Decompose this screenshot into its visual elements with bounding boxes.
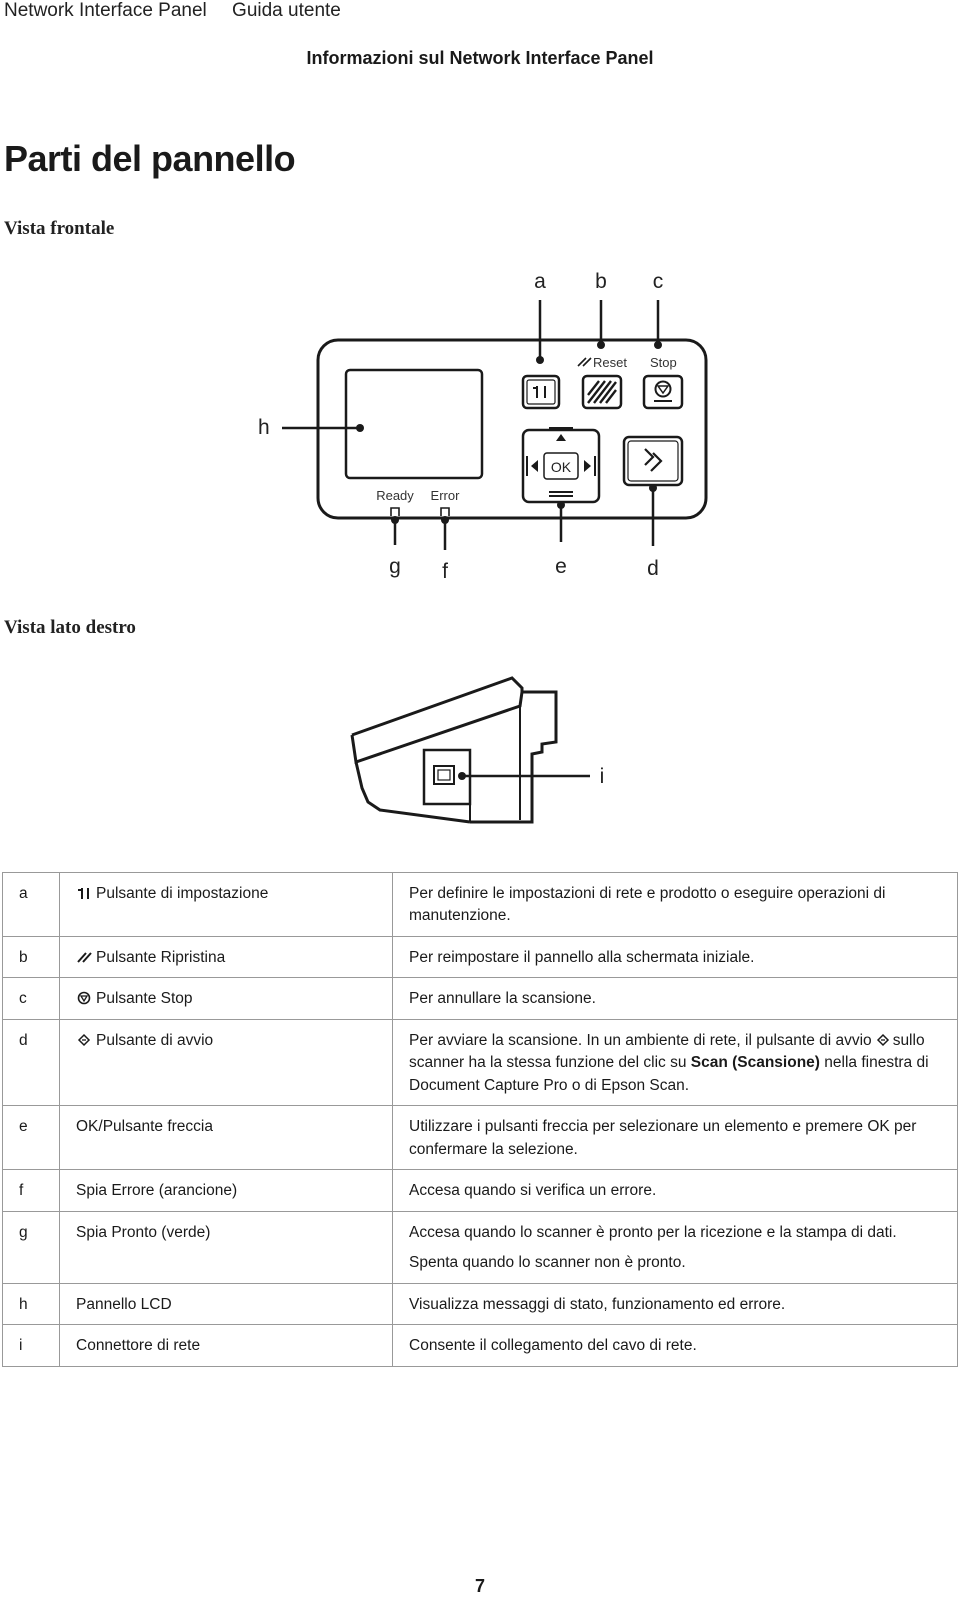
row-letter: f — [3, 1170, 60, 1211]
ready-label: Ready — [376, 488, 414, 503]
reset-icon — [76, 950, 92, 964]
stop-icon — [76, 991, 92, 1005]
running-header — [4, 0, 361, 22]
callout-a: a — [534, 270, 546, 293]
side-view-heading: Vista lato destro — [4, 617, 136, 638]
side-view-diagram — [0, 670, 960, 845]
part-desc: Utilizzare i pulsanti freccia per selezionare un elemento e premere OK per confermare la selezione. — [409, 1118, 917, 1158]
network-port — [434, 766, 454, 784]
table-row — [3, 873, 958, 937]
reset-label: Reset — [593, 355, 627, 370]
start-button — [624, 437, 682, 485]
row-letter: g — [3, 1211, 60, 1283]
guide-name: Guida utente — [232, 0, 341, 21]
table-row — [3, 978, 958, 1019]
table-row — [3, 1170, 958, 1211]
table-row — [3, 1325, 958, 1366]
product-name: Network Interface Panel — [4, 0, 207, 21]
start-icon — [875, 1033, 891, 1047]
table-row — [3, 1019, 958, 1105]
part-name: Connettore di rete — [76, 1337, 201, 1355]
error-label: Error — [430, 488, 460, 503]
callout-f: f — [442, 560, 448, 583]
part-desc: Accesa quando si verifica un errore. — [409, 1182, 657, 1200]
callout-e: e — [555, 555, 567, 578]
part-name: Pulsante Stop — [96, 990, 193, 1008]
callout-d: d — [647, 557, 659, 580]
settings-icon — [76, 886, 92, 900]
part-name: OK/Pulsante freccia — [76, 1118, 213, 1136]
callout-c: c — [652, 270, 664, 293]
row-letter: i — [3, 1325, 60, 1366]
front-panel-diagram — [0, 260, 960, 590]
row-letter: c — [3, 978, 60, 1019]
part-name: Pannello LCD — [76, 1295, 172, 1313]
callout-h: h — [258, 416, 270, 439]
row-letter: d — [3, 1019, 60, 1105]
row-letter: a — [3, 873, 60, 937]
scan-menu-label: Scan (Scansione) — [690, 1054, 820, 1072]
lcd-screen — [346, 370, 482, 478]
row-letter: e — [3, 1106, 60, 1170]
ok-label: OK — [550, 459, 572, 475]
part-name: Spia Errore (arancione) — [76, 1182, 238, 1200]
row-letter: b — [3, 936, 60, 977]
part-desc: Accesa quando lo scanner è pronto per la ricezione e la stampa di dati. — [409, 1223, 897, 1241]
part-name: Pulsante Ripristina — [96, 948, 226, 966]
part-name: Spia Pronto (verde) — [76, 1223, 211, 1241]
callout-i: i — [599, 765, 605, 788]
part-name: Pulsante di impostazione — [96, 885, 269, 902]
part-desc: Consente il collegamento del cavo di rete. — [409, 1337, 697, 1355]
stop-label: Stop — [650, 355, 677, 370]
section-title: Informazioni sul Network Interface Panel — [306, 48, 654, 68]
row-letter: h — [3, 1283, 60, 1324]
part-desc: Per definire le impostazioni di rete e prodotto o eseguire operazioni di manutenzione. — [409, 885, 886, 925]
parts-table — [2, 872, 958, 1367]
callout-g: g — [389, 555, 401, 578]
table-row — [3, 936, 958, 977]
front-view-heading: Vista frontale — [4, 218, 115, 239]
page-title: Parti del pannello — [4, 138, 296, 179]
page-number: 7 — [474, 1576, 485, 1596]
part-desc: Per annullare la scansione. — [409, 990, 596, 1008]
callout-b: b — [595, 270, 607, 293]
part-desc: Visualizza messaggi di stato, funzionamento ed errore. — [409, 1295, 786, 1313]
start-icon — [76, 1033, 92, 1047]
table-row — [3, 1283, 958, 1324]
table-row — [3, 1106, 958, 1170]
part-desc: Per reimpostare il pannello alla schermata iniziale. — [409, 948, 755, 966]
settings-button — [523, 376, 559, 408]
part-desc: Spenta quando lo scanner non è pronto. — [409, 1254, 686, 1272]
part-desc: Per avviare la scansione. In un ambiente di rete, il pulsante di avvio sullo scanner ha la stessa funzione del clic su Scan (Scansione) nella finestra di Document Capture Pro o di Epson Scan. — [409, 1031, 929, 1094]
table-row — [3, 1211, 958, 1283]
part-name: Pulsante di avvio — [96, 1031, 214, 1049]
